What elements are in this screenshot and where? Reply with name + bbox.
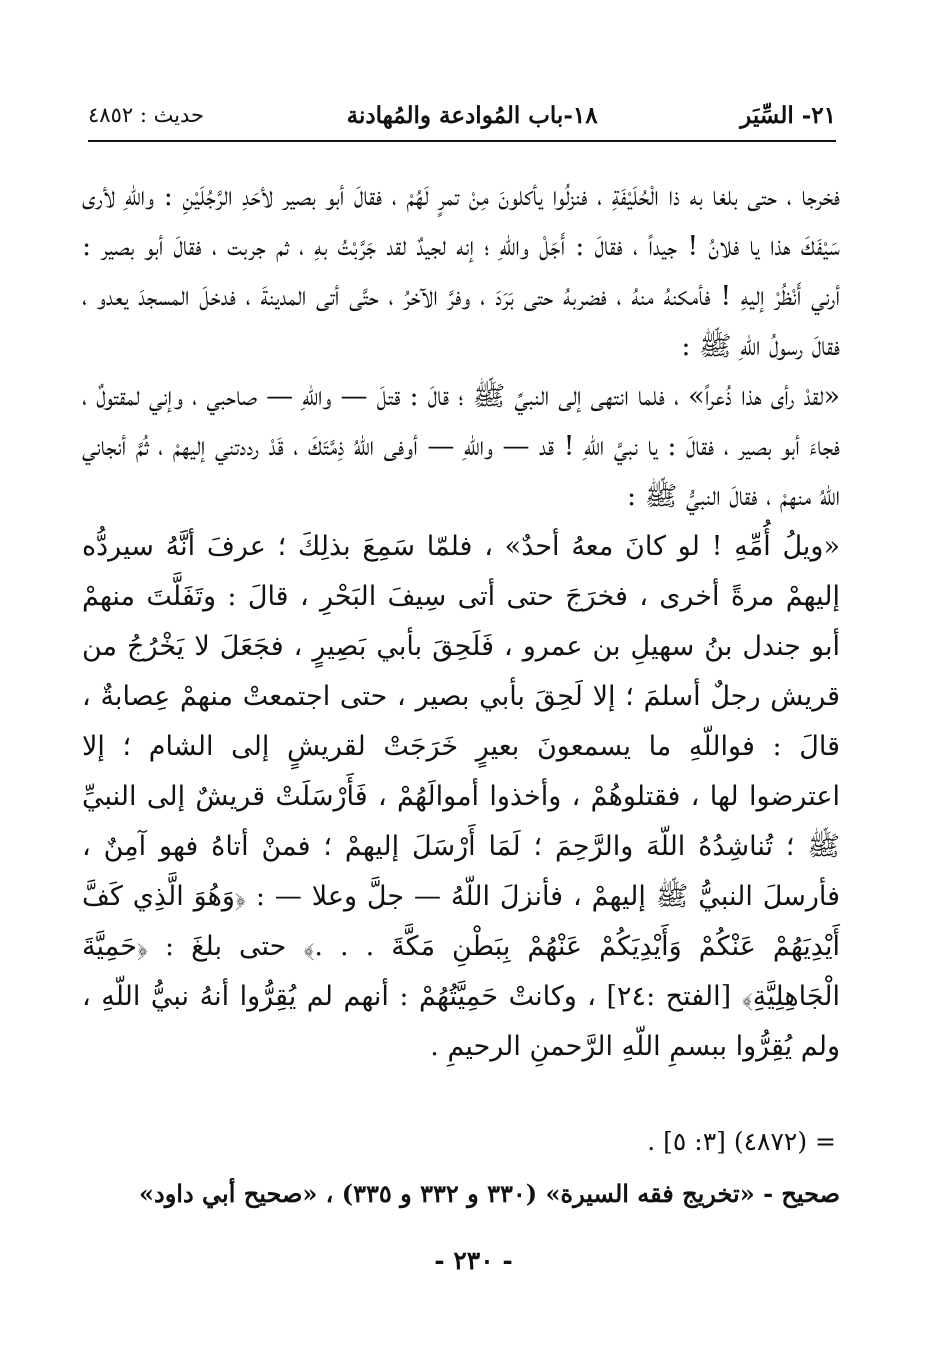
page-number: - ٢٣٠ -	[434, 1246, 513, 1275]
paragraph-1: فخرجا ، حتى بلغا به ذا الْحُلَيْفَةِ ، فنزلُوا يأكلونَ مِنْ تمرٍ لَهُمْ ، فقالَ أبو بصير لأحَدِ الرَّجُلَيْنِ : واللّهِ لأرى سَيْفَكَ هذا يا فلانُ ! جيداً ، فقالَ : أَجَلْ واللّهِ ؛ إنه لجيدٌ لقد جَرَّبْتُ بهِ ، ثم جربت ، فقالَ أبو بصير : أرني أَنْظُرْ إليهِ ! فأمكنهُ منهُ ، فضربهُ حتى بَرَدَ ، وفرَّ الآخرُ ، حتَّى أتى المدينةَ ، فدخلَ المسجدَ يعدو ، فقالَ رسولُ اللّهِ ﷺ :	[82, 181, 840, 362]
paragraph-2: «لقدْ رأى هذا ذُعراً» ، فلما انتهى إلى النبيِّ ﷺ ؛ قالَ : قتلَ — واللّهِ — صاحبي ، وإني لمقتولٌ ، فجاءَ أبو بصير ، فقالَ : يا نبيَّ اللّهِ ! قد — واللّهِ — أوفى اللّهُ ذِمَّتَكَ ، قَدْ رددتني إليهمْ ، ثُمَّ أنجاني اللّهُ منهمْ ، فقالَ النبيُّ ﷺ :	[82, 381, 840, 512]
main-text	[82, 172, 840, 1072]
book-title: ٢١- السِّيَر	[740, 101, 836, 129]
page-header	[88, 96, 836, 142]
paragraph-3: «ويلُ أُمِّهِ ! لو كانَ معهُ أحدٌ» ، فلمّا سَمِعَ بذلِكَ ؛ عرفَ أنَّهُ سيردُّه إليهمْ مرةً أخرى ، فخرَجَ حتى أتى سِيفَ البَحْرِ ، قالَ : وتَفَلَّتَ منهمْ أبو جندل بنُ سهيلِ بن عمرو ، فَلَحِقَ بأبي بَصِيرٍ ، فجَعَلَ لا يَخْرُجُ من قريش رجلٌ أسلمَ ؛ إلا لَحِقَ بأبي بصير ، حتى اجتمعتْ منهمْ عِصابةٌ ، قالَ : فواللّهِ ما يسمعونَ بعيرٍ خَرَجَتْ لقريشٍ إلى الشام ؛ إلا اعترضوا لها ، فقتلوهُمْ ، وأخذوا أموالَهُمْ ، فَأَرْسَلَتْ قريشٌ إلى النبيِّ ﷺ ؛ تُناشِدُهُ اللّهَ والرَّحِمَ ؛ لَمَا أَرْسَلَ إليهمْ ؛ فمنْ أتاهُ فهو آمِنٌ ، فأرسلَ النبيُّ ﷺ إليهمْ ، فأنزلَ اللّهُ — جلَّ وعلا — : ﴿وَهُوَ الَّذِي كَفَّ أَيْدِيَهُمْ عَنْكُمْ وَأَيْدِيَكُمْ عَنْهُمْ بِبَطْنِ مَكَّةَ . . .﴾ حتى بلغَ : ﴿حَمِيَّةَ الْجَاهِلِيَّةِ﴾ [الفتح :٢٤] ، وكانتْ حَمِيَّتُهُمْ : أنهم لم يُقِرُّوا أنهُ نبيُّ اللّهِ ، ولم يُقِرُّوا ببسمِ اللّهِ الرَّحمنِ الرحيمِ .	[82, 531, 840, 1062]
hadith-grade: صحيح - «تخريج فقه السيرة» (٣٣٠ و ٣٣٢ و ٣٣٥) ، «صحيح أبي داود»	[139, 1179, 840, 1208]
cross-reference: = (٤٨٧٢) [٣: ٥] .	[647, 1127, 836, 1156]
chapter-title: ١٨-باب المُوادعة والمُهادنة	[346, 101, 598, 129]
hadith-reference: حديث : ٤٨٥٢	[88, 103, 205, 127]
